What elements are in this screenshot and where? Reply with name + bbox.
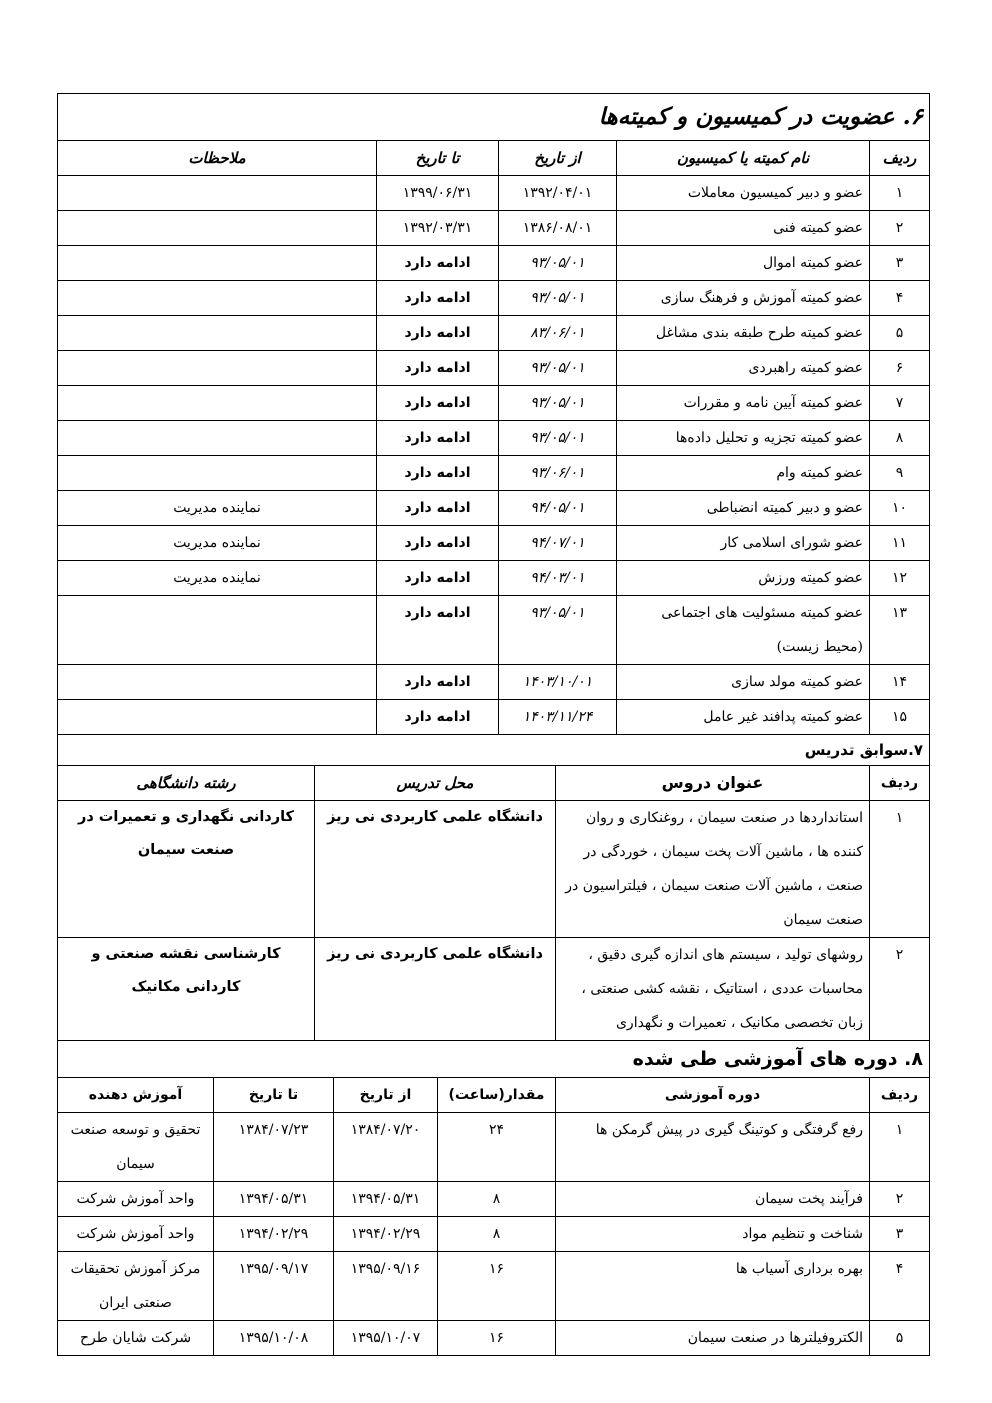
notes	[58, 176, 377, 211]
row-number: ۱	[870, 801, 930, 938]
course-title: استانداردها در صنعت سیمان ، روغنکاری و روان کننده ها ، ماشین آلات پخت سیمان ، خوردگی در صنعت ، ماشین آلات صنعت سیمان ، فیلتراسیون در صنعت سیمان	[556, 801, 870, 938]
to-date: ۱۳۸۴/۰۷/۲۳	[214, 1113, 334, 1182]
row-number: ۱۴	[870, 665, 930, 700]
notes: نماینده مدیریت	[58, 526, 377, 561]
teaching-place: دانشگاه علمی کاربردی نی ریز	[315, 801, 556, 938]
row-number: ۴	[870, 1252, 930, 1321]
to-date: ۱۳۹۵/۰۹/۱۷	[214, 1252, 334, 1321]
instructor: مرکز آموزش تحقیقات صنعتی ایران	[58, 1252, 214, 1321]
notes	[58, 246, 377, 281]
from-date: ۹۳/۰۶/۰۱	[499, 456, 617, 491]
committee-table	[57, 93, 930, 735]
row-number: ۱۱	[870, 526, 930, 561]
to-date: ادامه دارد	[377, 526, 499, 561]
committee-name: عضو کمیته طرح طبقه بندی مشاغل	[617, 316, 870, 351]
committee-name: عضو کمیته آیین نامه و مقررات	[617, 386, 870, 421]
header-instructor: آموزش دهنده	[58, 1078, 214, 1113]
row-number: ۲	[870, 211, 930, 246]
training-course: بهره برداری آسیاب ها	[556, 1252, 870, 1321]
from-date: ۹۴/۰۵/۰۱	[499, 491, 617, 526]
header-from-date: از تاریخ	[499, 141, 617, 176]
academic-field: کارشناسی نقشه صنعتی و کاردانی مکانیک	[57, 938, 314, 1041]
table-row	[58, 1182, 930, 1217]
to-date: ۱۳۹۵/۱۰/۰۸	[214, 1321, 334, 1356]
to-date: ادامه دارد	[377, 665, 499, 700]
header-row-number: ردیف	[870, 766, 930, 801]
row-number: ۸	[870, 421, 930, 456]
table-row	[58, 211, 930, 246]
row-number: ۳	[870, 246, 930, 281]
header-to-date: تا تاریخ	[214, 1078, 334, 1113]
row-number: ۱۲	[870, 561, 930, 596]
committee-name: عضو و دبیر کمیته انضباطی	[617, 491, 870, 526]
row-number: ۴	[870, 281, 930, 316]
to-date: ادامه دارد	[377, 281, 499, 316]
table-row	[58, 665, 930, 700]
to-date: ادامه دارد	[377, 316, 499, 351]
table-row	[58, 316, 930, 351]
row-number: ۵	[870, 316, 930, 351]
committee-name: عضو کمیته آموزش و فرهنگ سازی	[617, 281, 870, 316]
to-date: ادامه دارد	[377, 700, 499, 735]
header-course: دوره آموزشی	[556, 1078, 870, 1113]
to-date: ۱۳۹۹/۰۶/۳۱	[377, 176, 499, 211]
table-row	[58, 1217, 930, 1252]
row-number: ۱۵	[870, 700, 930, 735]
from-date: ۹۳/۰۵/۰۱	[499, 421, 617, 456]
header-to-date: تا تاریخ	[377, 141, 499, 176]
notes	[58, 596, 377, 665]
notes	[58, 386, 377, 421]
from-date: ۸۳/۰۶/۰۱	[499, 316, 617, 351]
to-date: ادامه دارد	[377, 246, 499, 281]
section-8-title: ۸. دوره های آموزشی طی شده	[58, 1041, 930, 1078]
row-number: ۷	[870, 386, 930, 421]
committee-name: عضو کمیته اموال	[617, 246, 870, 281]
committee-name: عضو کمیته راهبردی	[617, 351, 870, 386]
notes	[58, 211, 377, 246]
teaching-table	[57, 734, 930, 1041]
header-academic-field: رشته دانشگاهی	[57, 766, 314, 801]
notes	[58, 421, 377, 456]
from-date: ۱۴۰۳/۱۰/۰۱	[499, 665, 617, 700]
notes	[58, 351, 377, 386]
section-6-title: ۶. عضویت در کمیسیون و کمیته‌ها	[58, 94, 930, 141]
to-date: ادامه دارد	[377, 456, 499, 491]
from-date: ۹۳/۰۵/۰۱	[499, 246, 617, 281]
course-title: روشهای تولید ، سیستم های اندازه گیری دقیق ، محاسبات عددی ، استاتیک ، نقشه کشی صنعتی ، زبان تخصصی مکانیک ، تعمیرات و نگهداری	[556, 938, 870, 1041]
from-date: ۹۴/۰۷/۰۱	[499, 526, 617, 561]
table-row	[58, 596, 930, 665]
from-date: ۱۳۹۵/۱۰/۰۷	[334, 1321, 438, 1356]
committee-name: عضو کمیته ورزش	[617, 561, 870, 596]
to-date: ادامه دارد	[377, 596, 499, 665]
committee-name: عضو کمیته پدافند غیر عامل	[617, 700, 870, 735]
from-date: ۹۳/۰۵/۰۱	[499, 386, 617, 421]
committee-name: عضو کمیته فنی	[617, 211, 870, 246]
table-row	[58, 351, 930, 386]
from-date: ۱۳۸۶/۰۸/۰۱	[499, 211, 617, 246]
table-row	[58, 176, 930, 211]
section-7-title: ۷.سوابق تدریس	[57, 735, 929, 766]
row-number: ۲	[870, 1182, 930, 1217]
table-row	[57, 938, 929, 1041]
notes	[58, 281, 377, 316]
committee-name: عضو کمیته مسئولیت های اجتماعی (محیط زیست)	[617, 596, 870, 665]
to-date: ادامه دارد	[377, 491, 499, 526]
from-date: ۱۳۹۴/۰۲/۲۹	[334, 1217, 438, 1252]
training-course: رفع گرفتگی و کوتینگ گیری در پیش گرمکن ها	[556, 1113, 870, 1182]
table-row	[57, 801, 929, 938]
notes: نماینده مدیریت	[58, 561, 377, 596]
table-row	[58, 421, 930, 456]
header-committee-name: نام کمیته یا کمیسیون	[617, 141, 870, 176]
table-row	[58, 1113, 930, 1182]
row-number: ۱	[870, 1113, 930, 1182]
resume-page	[58, 93, 930, 1356]
row-number: ۵	[870, 1321, 930, 1356]
to-date: ۱۳۹۴/۰۵/۳۱	[214, 1182, 334, 1217]
training-course: شناخت و تنظیم مواد	[556, 1217, 870, 1252]
row-number: ۶	[870, 351, 930, 386]
hours: ۸	[438, 1182, 556, 1217]
hours: ۸	[438, 1217, 556, 1252]
committee-name: عضو و دبیر کمیسیون معاملات	[617, 176, 870, 211]
instructor: واحد آموزش شرکت	[58, 1182, 214, 1217]
to-date: ادامه دارد	[377, 386, 499, 421]
hours: ۱۶	[438, 1252, 556, 1321]
header-from-date: از تاریخ	[334, 1078, 438, 1113]
from-date: ۱۳۹۵/۰۹/۱۶	[334, 1252, 438, 1321]
from-date: ۱۳۹۲/۰۴/۰۱	[499, 176, 617, 211]
to-date: ادامه دارد	[377, 421, 499, 456]
to-date: ۱۳۹۴/۰۲/۲۹	[214, 1217, 334, 1252]
notes	[58, 700, 377, 735]
instructor: تحقیق و توسعه صنعت سیمان	[58, 1113, 214, 1182]
table-row	[58, 456, 930, 491]
table-row	[58, 491, 930, 526]
from-date: ۹۴/۰۳/۰۱	[499, 561, 617, 596]
table-row	[58, 526, 930, 561]
table-row	[58, 561, 930, 596]
teaching-place: دانشگاه علمی کاربردی نی ریز	[315, 938, 556, 1041]
header-teaching-place: محل تدریس	[315, 766, 556, 801]
from-date: ۹۳/۰۵/۰۱	[499, 351, 617, 386]
from-date: ۹۳/۰۵/۰۱	[499, 596, 617, 665]
table-row	[58, 700, 930, 735]
academic-field: کاردانی نگهداری و تعمیرات در صنعت سیمان	[57, 801, 314, 938]
table-row	[58, 386, 930, 421]
committee-name: عضو شورای اسلامی کار	[617, 526, 870, 561]
from-date: ۱۳۸۴/۰۷/۲۰	[334, 1113, 438, 1182]
from-date: ۹۳/۰۵/۰۱	[499, 281, 617, 316]
row-number: ۲	[870, 938, 930, 1041]
table-row	[58, 246, 930, 281]
notes	[58, 456, 377, 491]
table-row	[58, 1252, 930, 1321]
header-course-title: عنوان دروس	[556, 766, 870, 801]
row-number: ۱	[870, 176, 930, 211]
instructor: واحد آموزش شرکت	[58, 1217, 214, 1252]
training-course: الکتروفیلترها در صنعت سیمان	[556, 1321, 870, 1356]
row-number: ۹	[870, 456, 930, 491]
from-date: ۱۳۹۴/۰۵/۳۱	[334, 1182, 438, 1217]
row-number: ۱۰	[870, 491, 930, 526]
hours: ۱۶	[438, 1321, 556, 1356]
row-number: ۳	[870, 1217, 930, 1252]
notes: نماینده مدیریت	[58, 491, 377, 526]
hours: ۲۴	[438, 1113, 556, 1182]
committee-name: عضو کمیته وام	[617, 456, 870, 491]
committee-name: عضو کمیته مولد سازی	[617, 665, 870, 700]
to-date: ادامه دارد	[377, 351, 499, 386]
to-date: ۱۳۹۲/۰۳/۳۱	[377, 211, 499, 246]
training-table	[57, 1040, 930, 1356]
to-date: ادامه دارد	[377, 561, 499, 596]
instructor: شرکت شایان طرح	[58, 1321, 214, 1356]
table-row	[58, 1321, 930, 1356]
notes	[58, 316, 377, 351]
header-row-number: ردیف	[870, 141, 930, 176]
notes	[58, 665, 377, 700]
header-row-number: ردیف	[870, 1078, 930, 1113]
row-number: ۱۳	[870, 596, 930, 665]
committee-name: عضو کمیته تجزیه و تحلیل داده‌ها	[617, 421, 870, 456]
training-course: فرآیند پخت سیمان	[556, 1182, 870, 1217]
header-notes: ملاحظات	[58, 141, 377, 176]
header-hours: مقدار(ساعت)	[438, 1078, 556, 1113]
from-date: ۱۴۰۳/۱۱/۲۴	[499, 700, 617, 735]
table-row	[58, 281, 930, 316]
